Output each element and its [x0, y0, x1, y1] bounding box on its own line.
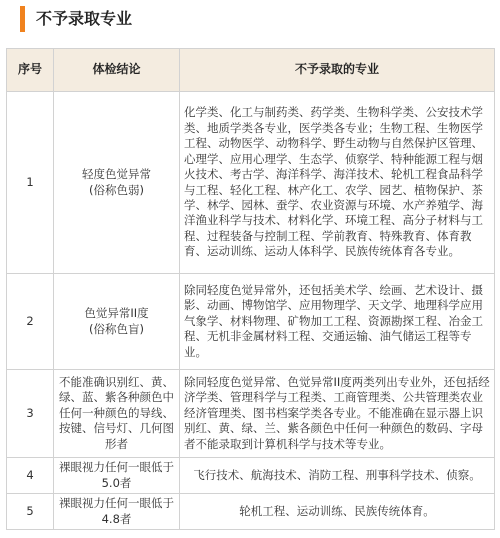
restricted-majors: 除同轻度色觉异常外，还包括美术学、绘画、艺术设计、摄影、动画、博物馆学、应用物理学、天文学、地理科学应用气象学、材料物理、矿物加工工程、资源勘探工程、冶金工程、无机非金属材料工程、交通运输、油气储运工程等专业。 [180, 274, 495, 370]
page-header [0, 0, 500, 44]
table-row [7, 92, 495, 274]
header-conclusion: 体检结论 [54, 49, 180, 92]
exam-conclusion [54, 92, 180, 274]
conclusion-line: 色觉异常II度 [84, 306, 149, 321]
restricted-majors: 轮机工程、运动训练、民族传统体育。 [180, 494, 495, 530]
conclusion-line: (俗称色盲) [89, 321, 144, 336]
restricted-majors: 飞行技术、航海技术、消防工程、刑事科学技术、侦察。 [180, 458, 495, 494]
title-accent-bar [20, 6, 25, 32]
row-number: 4 [7, 458, 54, 494]
restricted-majors: 化学类、化工与制药类、药学类、生物科学类、公安技术学类、地质学类各专业，医学类各专业；生物工程、生物医学工程、动物医学、动物科学、野生动物与自然保护区管理、心理学、应用心理学、生态学、侦察学、特种能源工程与烟火技术、考古学、海洋科学、海洋技术、轮机工程食品科学与工程、轻化工程、林产化工、农学、园艺、植物保护、茶学、林学、园林、蚕学、农业资源与环境、水产养殖学、海洋渔业科学与技术、材料化学、环境工程、高分子材料与工程、过程装备与控制工程、学前教育、特殊教育、体育教育、运动训练、运动人体科学、民族传统体育各专业。 [180, 92, 495, 274]
exam-conclusion: 裸眼视力任何一眼低于4.8者 [54, 494, 180, 530]
table-row [7, 370, 495, 458]
table-row [7, 274, 495, 370]
conclusion-line: (俗称色弱) [89, 182, 144, 197]
header-no: 序号 [7, 49, 54, 92]
row-number: 3 [7, 370, 54, 458]
table-row [7, 494, 495, 530]
exam-conclusion: 不能准确识别红、黄、绿、蓝、紫各种颜色中任何一种颜色的导线、按键、信号灯、几何图形者 [54, 370, 180, 458]
admission-restriction-table [6, 48, 495, 530]
row-number: 5 [7, 494, 54, 530]
page-title: 不予录取专业 [36, 9, 133, 28]
exam-conclusion [54, 274, 180, 370]
restricted-majors: 除同轻度色觉异常、色觉异常II度两类列出专业外，还包括经济学类、管理科学与工程类、工商管理类、公共管理类农业经济管理类、图书档案学类各专业。不能准确在显示器上识别红、黄、绿、兰、紫各颜色中任何一种颜色的数码、字母者不能录取到计算机科学与技术等专业。 [180, 370, 495, 458]
row-number: 1 [7, 92, 54, 274]
header-majors: 不予录取的专业 [180, 49, 495, 92]
table-row [7, 458, 495, 494]
exam-conclusion: 裸眼视力任何一眼低于5.0者 [54, 458, 180, 494]
conclusion-line: 轻度色觉异常 [82, 167, 151, 182]
table-header-row [7, 49, 495, 92]
row-number: 2 [7, 274, 54, 370]
